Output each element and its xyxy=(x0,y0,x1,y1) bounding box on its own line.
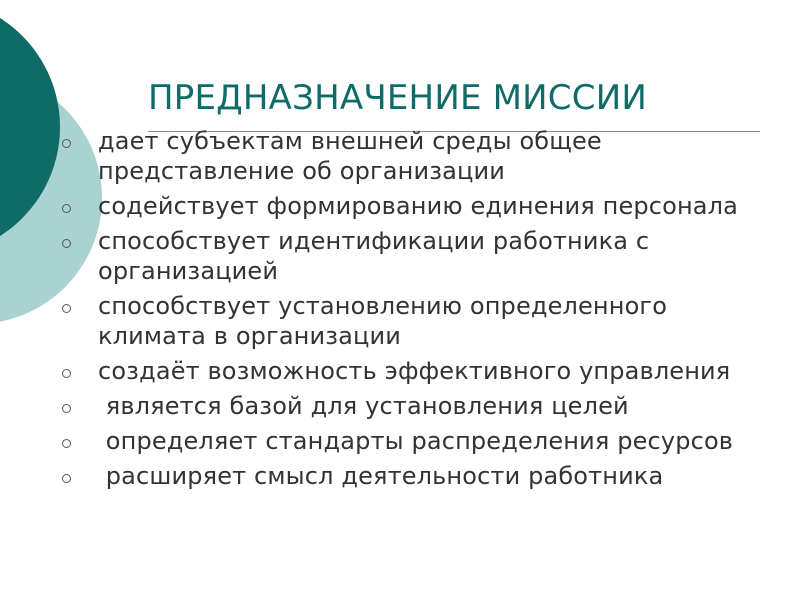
bullet-item xyxy=(62,191,762,221)
circle-bullet-icon xyxy=(62,304,71,313)
bullet-text: создаёт возможность эффективного управления xyxy=(98,357,731,385)
bullet-text: является базой для установления целей xyxy=(98,392,629,420)
circle-bullet-icon xyxy=(62,139,71,148)
bullet-text: способствует идентификации работника с организацией xyxy=(98,227,650,285)
bullet-text: расширяет смысл деятельности работника xyxy=(98,462,664,490)
circle-bullet-icon xyxy=(62,474,71,483)
bullet-item xyxy=(62,291,762,351)
bullet-item xyxy=(62,226,762,286)
circle-bullet-icon xyxy=(62,439,71,448)
bullet-list xyxy=(62,126,762,496)
bullet-text: определяет стандарты распределения ресурсов xyxy=(98,427,734,455)
circle-bullet-icon xyxy=(62,239,71,248)
bullet-item xyxy=(62,391,762,421)
circle-bullet-icon xyxy=(62,404,71,413)
circle-bullet-icon xyxy=(62,369,71,378)
bullet-text: дает субъектам внешней среды общее представление об организации xyxy=(98,127,602,185)
slide-title: ПРЕДНАЗНАЧЕНИЕ МИССИИ xyxy=(148,78,647,118)
circle-bullet-icon xyxy=(62,204,71,213)
bullet-item xyxy=(62,426,762,456)
bullet-item xyxy=(62,356,762,386)
bullet-item xyxy=(62,461,762,491)
bullet-item xyxy=(62,126,762,186)
bullet-text: способствует установлению определенного климата в организации xyxy=(98,292,668,350)
bullet-text: содействует формированию единения персонала xyxy=(98,192,739,220)
